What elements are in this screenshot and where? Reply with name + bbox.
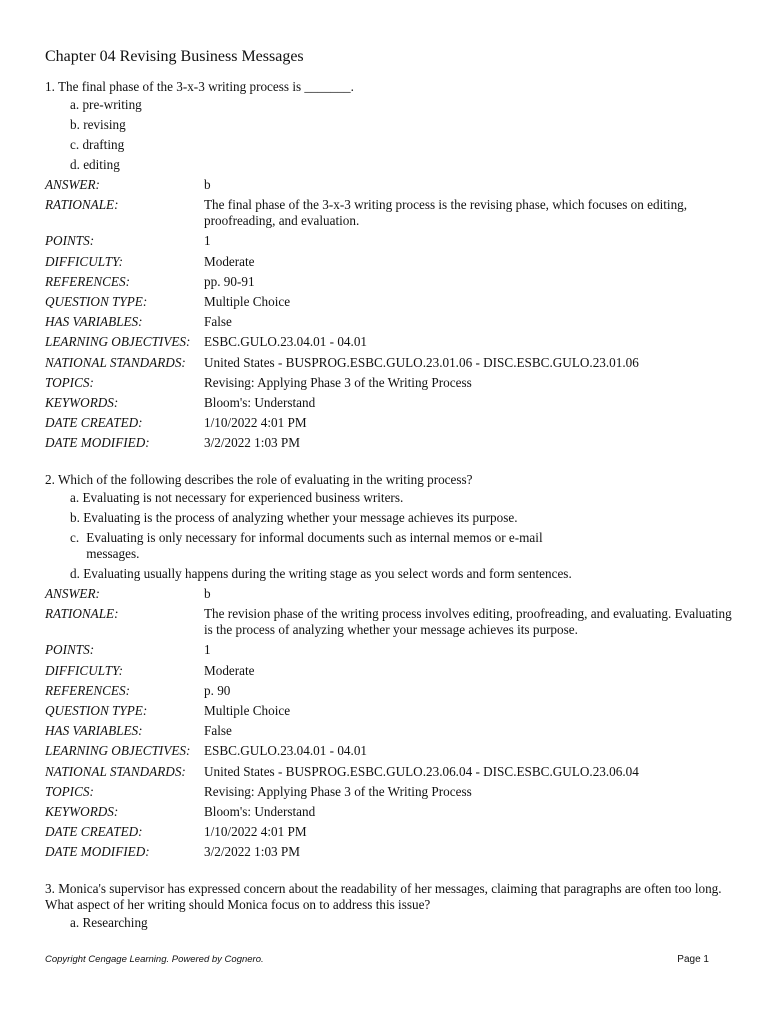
option-text: drafting xyxy=(82,137,125,152)
question-stem: 3. Monica's supervisor has expressed concern about the readability of her messages, claiming that paragraphs are often too long. What aspect of her writing should Monica focus on to address this issue? xyxy=(45,881,722,912)
meta-difficulty xyxy=(45,254,735,270)
answer-option-a xyxy=(70,97,735,113)
meta-label: ANSWER: xyxy=(45,586,100,601)
meta-label: DATE CREATED: xyxy=(45,415,143,431)
meta-value: Moderate xyxy=(204,253,255,269)
option-text: Researching xyxy=(82,915,148,930)
option-text: Evaluating is the process of analyzing whether your message achieves its purpose. xyxy=(83,510,518,525)
question-stem: 2. Which of the following describes the role of evaluating in the writing process? xyxy=(45,472,473,487)
meta-value: Revising: Applying Phase 3 of the Writing Process xyxy=(204,374,472,390)
meta-learning-objectives xyxy=(45,334,735,350)
option-text: Evaluating is not necessary for experienced business writers. xyxy=(82,490,404,505)
option-letter: c. xyxy=(70,530,80,545)
meta-label: POINTS: xyxy=(45,233,95,249)
meta-date-created xyxy=(45,824,735,840)
meta-points xyxy=(45,233,735,249)
meta-value: pp. 90-91 xyxy=(204,273,255,289)
meta-question-type xyxy=(45,294,735,310)
meta-date-modified xyxy=(45,435,735,451)
meta-value: 1/10/2022 4:01 PM xyxy=(204,824,307,840)
meta-rationale xyxy=(45,606,735,638)
meta-label: NATIONAL STANDARDS: xyxy=(45,354,186,370)
meta-value: 1/10/2022 4:01 PM xyxy=(204,415,307,431)
meta-value: b xyxy=(204,177,211,192)
question-stem: 1. The final phase of the 3-x-3 writing process is _______. xyxy=(45,79,354,94)
meta-value: 1 xyxy=(204,642,211,658)
meta-answer xyxy=(45,177,735,193)
footer-page-number: Page 1 xyxy=(677,954,709,965)
meta-value: ESBC.GULO.23.04.01 - 04.01 xyxy=(204,743,368,759)
option-letter: a. xyxy=(70,97,80,112)
option-text: editing xyxy=(83,157,120,172)
meta-references xyxy=(45,274,735,290)
answer-option-b xyxy=(70,117,735,133)
meta-label: QUESTION TYPE: xyxy=(45,293,148,309)
meta-label: RATIONALE: xyxy=(45,197,119,213)
meta-value: p. 90 xyxy=(204,682,231,698)
meta-national-standards xyxy=(45,764,735,780)
question-3 xyxy=(45,881,735,935)
meta-label: QUESTION TYPE: xyxy=(45,702,148,718)
meta-value: United States - BUSPROG.ESBC.GULO.23.06.04 - DISC.ESBC.GULO.23.06.04 xyxy=(204,763,639,779)
meta-label: HAS VARIABLES: xyxy=(45,314,143,330)
meta-label: DATE MODIFIED: xyxy=(45,435,150,451)
meta-rationale xyxy=(45,197,735,229)
meta-label: KEYWORDS: xyxy=(45,803,119,819)
answer-option-d xyxy=(70,566,735,582)
meta-has-variables xyxy=(45,314,735,330)
option-letter: d. xyxy=(70,157,80,172)
meta-learning-objectives xyxy=(45,743,735,759)
meta-value: Bloom's: Understand xyxy=(204,394,316,410)
meta-keywords xyxy=(45,804,735,820)
meta-label: KEYWORDS: xyxy=(45,394,119,410)
option-letter: c. xyxy=(70,137,80,152)
option-text: Evaluating usually happens during the writing stage as you select words and form sentences. xyxy=(83,566,572,581)
meta-national-standards xyxy=(45,355,735,371)
meta-value: 1 xyxy=(204,233,211,249)
meta-has-variables xyxy=(45,723,735,739)
meta-value: Multiple Choice xyxy=(204,293,291,309)
meta-label: HAS VARIABLES: xyxy=(45,723,143,739)
meta-label: DATE CREATED: xyxy=(45,824,143,840)
question-2 xyxy=(45,472,735,864)
answer-option-b xyxy=(70,510,735,526)
page-title: Chapter 04 Revising Business Messages xyxy=(45,48,304,65)
meta-value: Bloom's: Understand xyxy=(204,803,316,819)
meta-value: The revision phase of the writing process involves editing, proofreading, and evaluating. Evaluating is the process of analyzing whether your message achieves its purpose. xyxy=(204,606,732,638)
meta-question-type xyxy=(45,703,735,719)
meta-label: POINTS: xyxy=(45,642,95,658)
meta-value: Revising: Applying Phase 3 of the Writing Process xyxy=(204,783,472,799)
meta-label: ANSWER: xyxy=(45,177,100,192)
meta-topics xyxy=(45,784,735,800)
meta-value: False xyxy=(204,314,232,330)
meta-points xyxy=(45,642,735,658)
question-1 xyxy=(45,79,735,455)
meta-value: The final phase of the 3-x-3 writing process is the revising phase, which focuses on editing, proofreading, and evaluation. xyxy=(204,197,688,229)
option-letter: a. xyxy=(70,915,80,930)
answer-option-d xyxy=(70,157,735,173)
meta-label: RATIONALE: xyxy=(45,606,119,622)
meta-value: United States - BUSPROG.ESBC.GULO.23.01.06 - DISC.ESBC.GULO.23.01.06 xyxy=(204,354,639,370)
answer-option-c xyxy=(70,137,735,153)
meta-value: 3/2/2022 1:03 PM xyxy=(204,844,300,860)
option-text: revising xyxy=(83,117,126,132)
meta-answer xyxy=(45,586,735,602)
meta-value: b xyxy=(204,586,211,601)
meta-references xyxy=(45,683,735,699)
meta-label: LEARNING OBJECTIVES: xyxy=(45,334,191,350)
meta-label: REFERENCES: xyxy=(45,682,130,698)
answer-option-c xyxy=(70,530,735,562)
meta-value: ESBC.GULO.23.04.01 - 04.01 xyxy=(204,334,368,350)
option-letter: a. xyxy=(70,490,80,505)
answer-option-a xyxy=(70,915,735,931)
meta-value: 3/2/2022 1:03 PM xyxy=(204,435,300,451)
meta-date-modified xyxy=(45,844,735,860)
meta-value: False xyxy=(204,723,232,739)
meta-topics xyxy=(45,375,735,391)
meta-label: TOPICS: xyxy=(45,374,94,390)
option-letter: d. xyxy=(70,566,80,581)
meta-label: DIFFICULTY: xyxy=(45,253,124,269)
option-letter: b. xyxy=(70,510,80,525)
meta-label: DATE MODIFIED: xyxy=(45,844,150,860)
footer-copyright: Copyright Cengage Learning. Powered by Cognero. xyxy=(45,954,264,965)
meta-label: LEARNING OBJECTIVES: xyxy=(45,743,191,759)
meta-label: REFERENCES: xyxy=(45,273,130,289)
option-text: Evaluating is only necessary for informal documents such as internal memos or e-mail messages. xyxy=(86,530,543,561)
meta-difficulty xyxy=(45,663,735,679)
meta-value: Multiple Choice xyxy=(204,702,291,718)
meta-label: DIFFICULTY: xyxy=(45,662,124,678)
option-text: pre-writing xyxy=(82,97,142,112)
meta-label: TOPICS: xyxy=(45,783,94,799)
meta-label: NATIONAL STANDARDS: xyxy=(45,763,186,779)
answer-option-a xyxy=(70,490,735,506)
option-letter: b. xyxy=(70,117,80,132)
meta-keywords xyxy=(45,395,735,411)
meta-date-created xyxy=(45,415,735,431)
meta-value: Moderate xyxy=(204,662,255,678)
